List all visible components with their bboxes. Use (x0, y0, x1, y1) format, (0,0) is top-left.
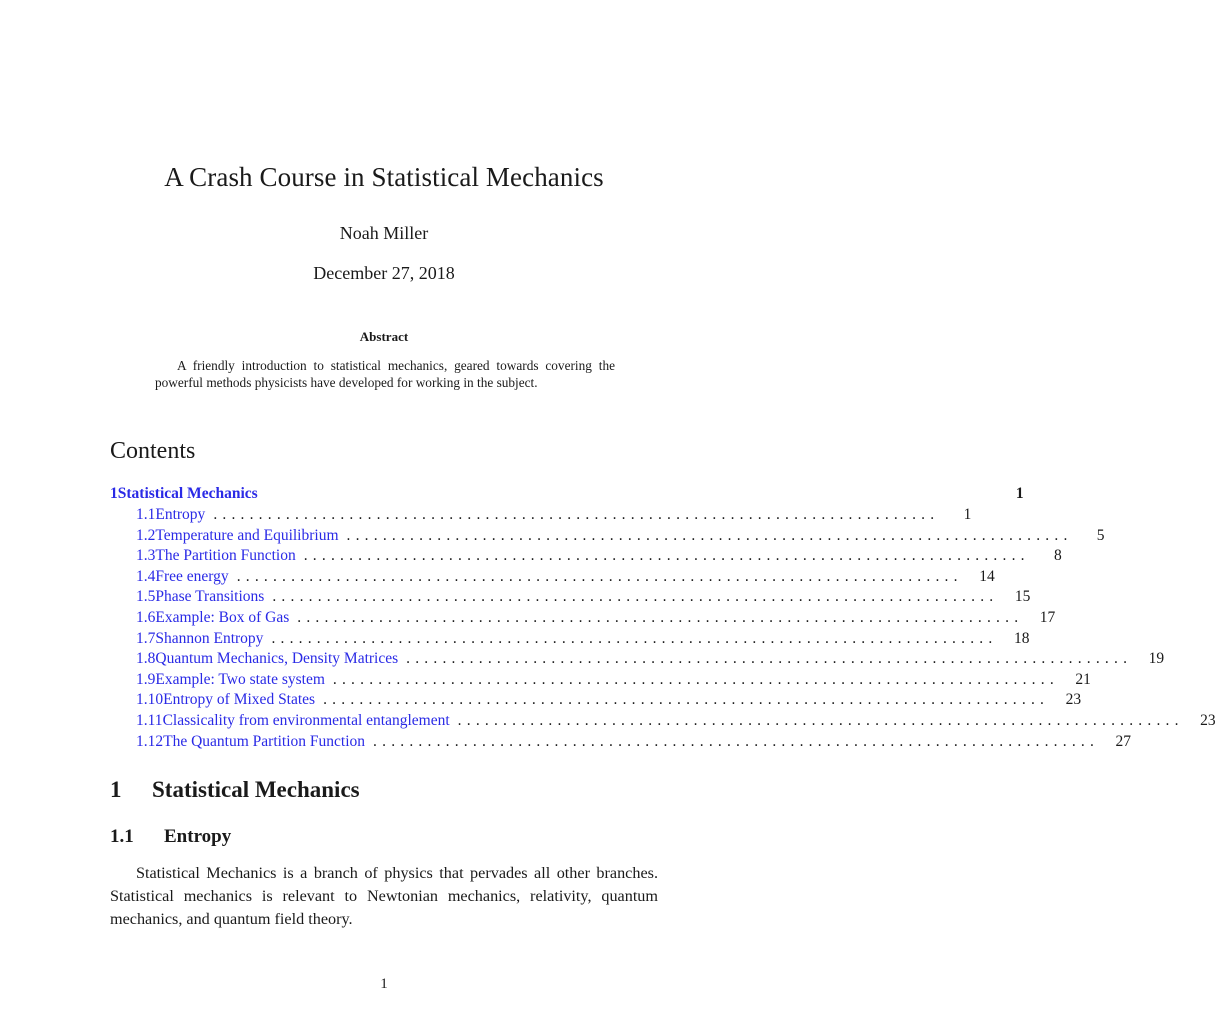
toc-section-title[interactable]: Statistical Mechanics (117, 485, 258, 502)
toc-item[interactable] (110, 608, 1056, 629)
toc-item-title[interactable]: Example: Box of Gas (155, 608, 290, 626)
toc-leader-dots: ................................................................................ (406, 650, 1133, 668)
toc-item-page: 1 (963, 506, 972, 523)
toc-item-page: 19 (1148, 650, 1165, 668)
subsection-number: 1.1 (110, 826, 134, 847)
toc-item-title[interactable]: Classicality from environmental entanglement (162, 711, 450, 729)
paper-title: A Crash Course in Statistical Mechanics (164, 162, 604, 192)
toc-item-title[interactable]: The Partition Function (155, 547, 296, 565)
toc-leader-dots: ................................................................................ (213, 506, 940, 523)
toc-item[interactable] (110, 670, 1091, 691)
toc-leader-dots: ................................................................................ (303, 547, 1030, 565)
toc-item[interactable] (110, 690, 1082, 711)
toc-item[interactable] (110, 629, 1030, 650)
toc-leader-dots: ................................................................................ (297, 608, 1024, 626)
section-heading (110, 777, 360, 803)
abstract-text: A friendly introduction to statistical mechanics, geared towards covering the powerful methods physicists have developed for working in the subject. (155, 358, 615, 390)
toc-item-title[interactable]: Phase Transitions (155, 588, 265, 606)
toc-leader-dots: ................................................................................ (373, 732, 1100, 750)
toc-item-number: 1.1 (136, 506, 156, 523)
toc-item-number: 1.10 (136, 691, 164, 709)
toc-item-number: 1.4 (136, 567, 156, 585)
toc-item-page: 21 (1075, 670, 1091, 688)
toc-item-page: 27 (1115, 732, 1132, 750)
toc-item-number: 1.12 (136, 732, 164, 750)
toc-item[interactable] (110, 505, 972, 526)
toc-item-title[interactable]: Temperature and Equilibrium (155, 526, 339, 544)
section-title: Statistical Mechanics (152, 777, 360, 802)
toc-item-title[interactable]: Entropy (155, 506, 206, 523)
toc-item-number: 1.11 (136, 711, 163, 729)
toc-item-number: 1.8 (136, 650, 156, 668)
toc-item-title[interactable]: The Quantum Partition Function (163, 732, 366, 750)
toc-item-number: 1.3 (136, 547, 156, 565)
toc-item-page: 14 (979, 567, 995, 585)
page-number: 1 (380, 976, 388, 992)
contents-heading: Contents (110, 438, 196, 464)
toc-item-number: 1.7 (136, 629, 156, 647)
toc-item[interactable] (110, 711, 1216, 732)
toc-item-page: 23 (1200, 711, 1216, 729)
toc-section-number: 1 (110, 485, 118, 502)
toc-item-title[interactable]: Quantum Mechanics, Density Matrices (155, 650, 399, 668)
toc-leader-dots: ................................................................................ (323, 691, 1050, 709)
toc-item-number: 1.9 (136, 670, 156, 688)
toc-item[interactable] (110, 732, 1132, 753)
toc-leader-dots: ................................................................................ (236, 567, 963, 585)
toc-item-title[interactable]: Free energy (155, 567, 229, 585)
toc-item[interactable] (110, 649, 1165, 670)
toc-section-page: 1 (1015, 485, 1024, 502)
toc-item-title[interactable]: Entropy of Mixed States (163, 691, 316, 709)
toc-item-page: 18 (1013, 629, 1030, 647)
toc-item-number: 1.5 (136, 588, 156, 606)
toc-leader-dots: ................................................................................ (332, 670, 1059, 688)
toc-section-1[interactable] (110, 483, 1024, 505)
toc-leader-dots: ................................................................................ (346, 526, 1073, 544)
abstract-heading: Abstract (359, 329, 409, 344)
toc-item[interactable] (110, 567, 995, 588)
toc-item-page: 23 (1065, 691, 1082, 709)
toc-leader-dots: ................................................................................ (272, 588, 999, 606)
toc-item-page: 8 (1053, 547, 1062, 565)
section-number: 1 (110, 777, 122, 802)
toc-item-title[interactable]: Example: Two state system (155, 670, 325, 688)
toc-item-number: 1.2 (136, 526, 156, 544)
toc-leader-dots: ................................................................................ (271, 629, 998, 647)
toc-item-number: 1.6 (136, 608, 156, 626)
toc-item-title[interactable]: Shannon Entropy (155, 629, 264, 647)
toc-leader-dots: ................................................................................ (457, 711, 1184, 729)
toc-item[interactable] (110, 546, 1062, 567)
toc-item-page: 15 (1014, 588, 1031, 606)
table-of-contents (110, 483, 1216, 752)
body-paragraph: Statistical Mechanics is a branch of physics that pervades all other branches. Statistical mechanics is relevant to Newtonian mechanics, relativity, quantum mechanics, and quantum field theory. (110, 864, 658, 928)
subsection-title: Entropy (164, 826, 232, 847)
toc-item[interactable] (110, 587, 1031, 608)
publication-date: December 27, 2018 (313, 263, 455, 283)
toc-item-page: 5 (1096, 526, 1105, 544)
toc-item[interactable] (110, 526, 1105, 547)
subsection-heading (110, 826, 231, 848)
author-name: Noah Miller (339, 223, 429, 243)
toc-item-page: 17 (1039, 608, 1056, 626)
